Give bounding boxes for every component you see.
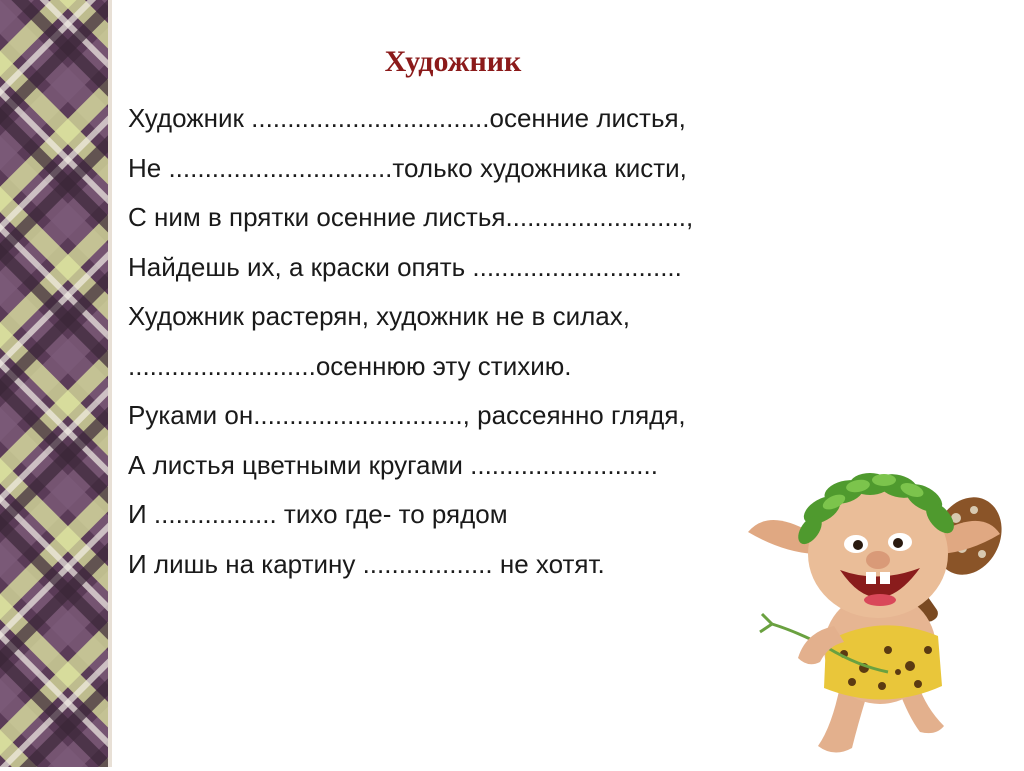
poem-line: С ним в прятки осенние листья........................., [128,202,694,232]
plaid-border [0,0,108,767]
poem-line: И лишь на картину .................. не хотят. [128,548,605,579]
troll-illustration [748,436,1008,766]
poem-line: ..........................осеннюю эту стихию. [128,350,572,381]
poem-line: Художник растерян, художник не в силах, [128,301,630,331]
poem-line: А листья цветными кругами .......................... [128,449,658,480]
poem-line: Не ...............................только художника кисти, [128,152,687,183]
plaid-edge [108,0,112,767]
poem-lines [128,94,693,589]
poem-line: И ................. тихо где- то рядом [128,499,508,529]
slide-title: Художник [384,45,522,78]
poem-line: Художник .................................осенние листья, [128,103,686,133]
poem-line: Найдешь их, а краски опять ............................. [128,251,682,282]
poem-line: Руками он............................., рассеянно глядя, [128,400,686,430]
